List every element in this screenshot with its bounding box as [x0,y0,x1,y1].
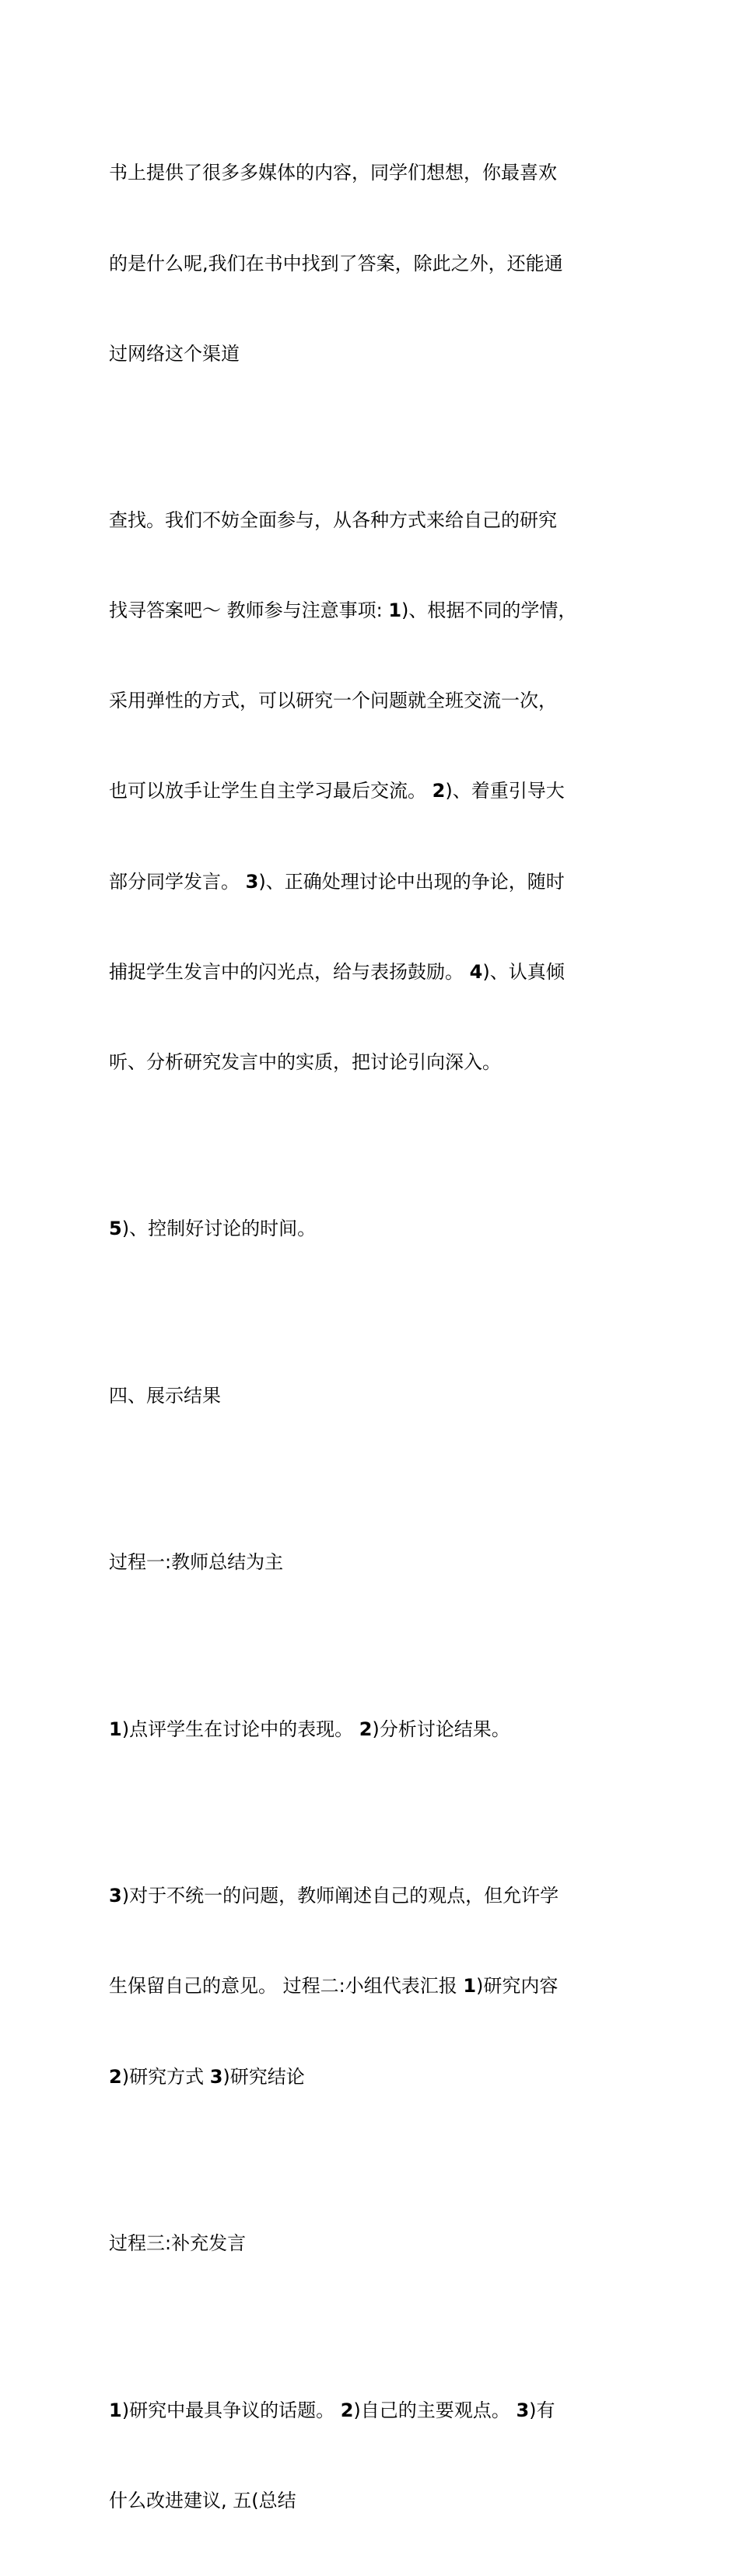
text-line: 过网络这个渠道 [109,342,240,365]
text-line: 1)研究中最具争议的话题。 2)自己的主要观点。 3)有 [109,2399,555,2421]
text-line: 的是什么呢,我们在书中找到了答案，除此之外，还能通 [109,252,563,274]
paragraph-6 [109,1654,638,1805]
paragraph-8 [109,2169,638,2319]
text-line: 部分同学发言。 3)、正确处理讨论中出现的争论，随时 [109,870,565,893]
text-line: 2)研究方式 3)研究结论 [109,2065,305,2088]
paragraph-5 [109,1487,638,1638]
text-line: 过程一:教师总结为主 [109,1551,284,1574]
paragraph-1 [109,98,638,429]
paragraph-9 [109,2335,638,2576]
text-line: 1)点评学生在讨论中的表现。 2)分析讨论结果。 [109,1718,510,1740]
text-line: 捕捉学生发言中的闪光点，给与表扬鼓励。 4)、认真倾 [109,960,565,983]
text-line: 5)、控制好讨论的时间。 [109,1218,317,1240]
text-line: 查找。我们不妨全面参与，从各种方式来给自己的研究 [109,509,557,532]
text-line: 过程三:补充发言 [109,2232,247,2255]
text-line: 找寻答案吧～ 教师参与注意事项: 1)、根据不同的学情， [109,599,577,622]
text-line: 听、分析研究发言中的实质，把讨论引向深入。 [109,1050,501,1073]
section-heading [109,1320,638,1471]
text-line: 采用弹性的方式，可以研究一个问题就全班交流一次， [109,690,557,712]
text-line: 生保留自己的意见。 过程二:小组代表汇报 1)研究内容 [109,1975,559,1998]
document-page [109,92,638,2576]
text-line: 什么改进建议, 五(总结 [109,2489,296,2511]
text-line: 也可以放手让学生自主学习最后交流。 2)、着重引导大 [109,780,565,802]
text-line: 书上提供了很多多媒体的内容，同学们想想，你最喜欢 [109,162,557,184]
text-line: 3)对于不统一的问题，教师阐述自己的观点，但允许学 [109,1885,559,1907]
paragraph-3 [109,1154,638,1305]
paragraph-2 [109,446,638,1138]
text-line: 四、展示结果 [109,1384,221,1407]
paragraph-7 [109,1821,638,2152]
